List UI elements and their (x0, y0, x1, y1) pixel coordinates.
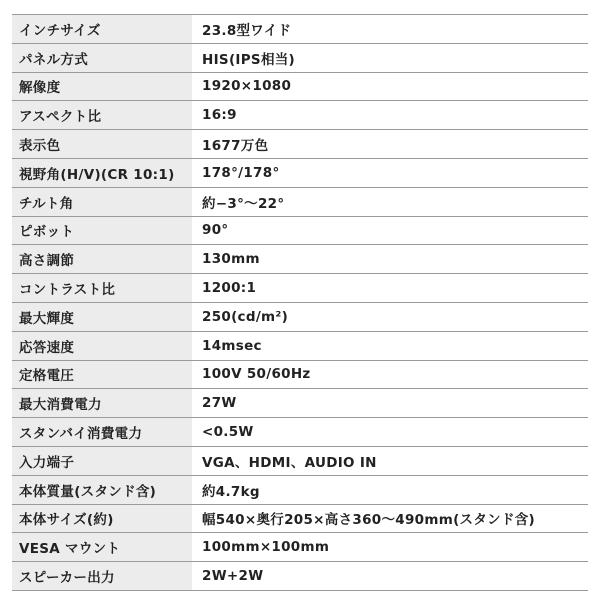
spec-value: HIS(IPS相当) (192, 43, 588, 72)
spec-value: 100V 50/60Hz (192, 360, 588, 389)
spec-row-standby-power (12, 418, 588, 447)
spec-row-response-time (12, 331, 588, 360)
spec-value: 130mm (192, 245, 588, 274)
spec-value: VGA、HDMI、AUDIO IN (192, 446, 588, 475)
spec-row-panel-type (12, 43, 588, 72)
spec-label: 応答速度 (12, 331, 192, 360)
spec-row-display-colors (12, 130, 588, 159)
spec-table-body (12, 15, 588, 591)
spec-label: 高さ調節 (12, 245, 192, 274)
spec-label: 本体質量(スタンド含) (12, 475, 192, 504)
spec-row-viewing-angle (12, 158, 588, 187)
spec-value: 約4.7kg (192, 475, 588, 504)
spec-row-input-ports (12, 446, 588, 475)
spec-row-contrast-ratio (12, 274, 588, 303)
spec-value: 100mm×100mm (192, 533, 588, 562)
spec-label: ピボット (12, 216, 192, 245)
spec-value: 178°/178° (192, 158, 588, 187)
spec-label: チルト角 (12, 187, 192, 216)
spec-row-screen-size (12, 15, 588, 44)
spec-value: 1677万色 (192, 130, 588, 159)
spec-value: 1200:1 (192, 274, 588, 303)
spec-row-tilt-angle (12, 187, 588, 216)
spec-row-rated-voltage (12, 360, 588, 389)
spec-value: 23.8型ワイド (192, 15, 588, 44)
spec-value: 1920×1080 (192, 72, 588, 101)
spec-label: アスペクト比 (12, 101, 192, 130)
spec-table (12, 14, 588, 591)
spec-label: インチサイズ (12, 15, 192, 44)
spec-value: 27W (192, 389, 588, 418)
spec-row-body-weight (12, 475, 588, 504)
spec-label: スピーカー出力 (12, 562, 192, 591)
spec-label: スタンバイ消費電力 (12, 418, 192, 447)
spec-row-speaker-output (12, 562, 588, 591)
spec-label: 入力端子 (12, 446, 192, 475)
spec-row-resolution (12, 72, 588, 101)
spec-row-height-adjust (12, 245, 588, 274)
spec-label: 表示色 (12, 130, 192, 159)
spec-value: <0.5W (192, 418, 588, 447)
spec-label: パネル方式 (12, 43, 192, 72)
spec-value: 250(cd/m²) (192, 302, 588, 331)
spec-value: 2W+2W (192, 562, 588, 591)
spec-value: 約−3°〜22° (192, 187, 588, 216)
spec-row-body-size (12, 504, 588, 533)
spec-value: 14msec (192, 331, 588, 360)
spec-label: 解像度 (12, 72, 192, 101)
spec-label: 最大消費電力 (12, 389, 192, 418)
spec-label: 定格電圧 (12, 360, 192, 389)
spec-label: VESA マウント (12, 533, 192, 562)
spec-label: コントラスト比 (12, 274, 192, 303)
spec-row-max-brightness (12, 302, 588, 331)
spec-label: 本体サイズ(約) (12, 504, 192, 533)
spec-value: 90° (192, 216, 588, 245)
spec-value: 16:9 (192, 101, 588, 130)
spec-label: 最大輝度 (12, 302, 192, 331)
spec-row-max-power (12, 389, 588, 418)
spec-label: 視野角(H/V)(CR 10:1) (12, 158, 192, 187)
spec-row-vesa-mount (12, 533, 588, 562)
spec-row-aspect-ratio (12, 101, 588, 130)
spec-row-pivot (12, 216, 588, 245)
spec-value: 幅540×奥行205×高さ360〜490mm(スタンド含) (192, 504, 588, 533)
